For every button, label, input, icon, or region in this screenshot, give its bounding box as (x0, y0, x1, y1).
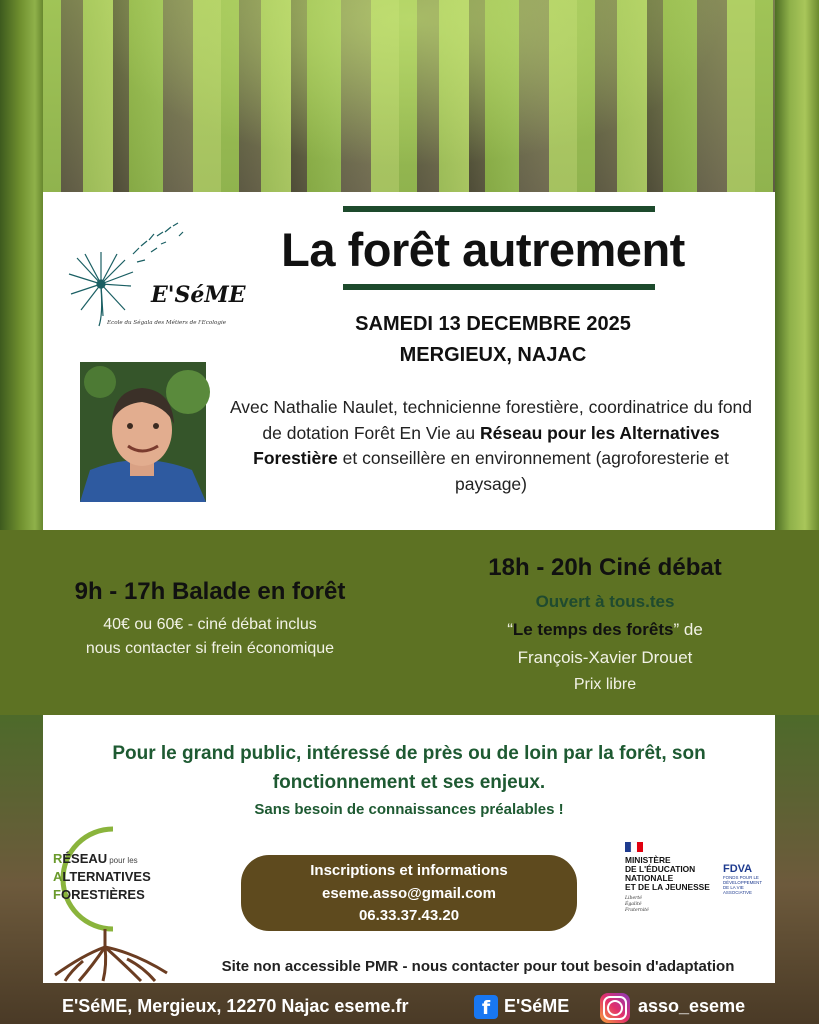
activity-film-title: 18h - 20h Ciné débat (488, 554, 722, 581)
contact-heading: Inscriptions et informations (310, 862, 508, 879)
svg-text:FDVA: FDVA (723, 863, 753, 875)
accessibility-note: Site non accessible PMR - nous contacter pour tout besoin d'adaptation (221, 958, 735, 975)
event-date: SAMEDI 13 DECEMBRE 2025 (355, 313, 631, 335)
activity-film-price: Prix libre (573, 676, 637, 693)
eseme-logo (61, 214, 246, 332)
instagram-icon[interactable] (600, 993, 630, 1023)
ministry-logo (623, 840, 773, 920)
roots-icon (55, 929, 167, 981)
title-rule-top (343, 206, 655, 212)
audience-line-3: Sans besoin de connaissances préalables ! (254, 801, 564, 818)
contact-email[interactable]: eseme.asso@gmail.com (322, 884, 496, 902)
contact-box (241, 855, 577, 931)
footer-instagram[interactable]: asso_eseme (638, 996, 746, 1016)
svg-text:DE LA VIE: DE LA VIE (723, 885, 744, 890)
svg-text:ET DE LA JEUNESSE: ET DE LA JEUNESSE (625, 882, 710, 892)
footer (0, 990, 819, 1024)
svg-text:Fraternité: Fraternité (625, 908, 649, 913)
svg-text:ASSOCIATIVE: ASSOCIATIVE (723, 890, 752, 895)
svg-text:Égalité: Égalité (625, 902, 642, 907)
activity-film-open: Ouvert à tous.tes (535, 592, 675, 611)
audience-line-2: fonctionnement et ses enjeux. (272, 772, 546, 793)
forest-photo-top (43, 0, 775, 192)
speaker-photo (80, 362, 206, 502)
footer-facebook[interactable]: E'SéME (504, 996, 570, 1016)
rafo-logo (43, 825, 183, 983)
info-panel (43, 715, 775, 983)
speaker-intro: Avec Nathalie Naulet, technicienne forestière, coordinatrice du fond de dotation Forêt En Vie au Réseau pour les Alternatives Forestière et conseillère en environnement (agroforesterie et paysage) (229, 397, 753, 494)
svg-text:ALTERNATIVES: ALTERNATIVES (53, 869, 151, 884)
facebook-icon[interactable]: f (474, 995, 498, 1019)
svg-text:FORESTIÈRES: FORESTIÈRES (53, 887, 145, 902)
svg-text:FONDS POUR LE: FONDS POUR LE (723, 875, 759, 880)
page-title: La forêt autrement (281, 223, 685, 276)
svg-text:DÉVELOPPEMENT: DÉVELOPPEMENT (723, 880, 763, 885)
svg-text:NATIONALE: NATIONALE (625, 873, 674, 883)
contact-phone[interactable]: 06.33.37.43.20 (358, 907, 460, 924)
svg-text:E'SéME: E'SéME (151, 282, 246, 308)
svg-text:DE L'ÉDUCATION: DE L'ÉDUCATION (625, 864, 696, 874)
activity-walk-title: 9h - 17h Balade en forêt (74, 578, 346, 605)
program-band (0, 530, 819, 715)
svg-text:Liberté: Liberté (625, 896, 642, 901)
header-panel (43, 192, 775, 530)
dandelion-icon (69, 223, 183, 326)
title-rule-bottom (343, 284, 655, 290)
activity-film-author: François-Xavier Drouet (517, 648, 693, 667)
activity-walk-note: nous contacter si frein économique (85, 640, 335, 657)
svg-text:MINISTÈRE: MINISTÈRE (625, 855, 671, 865)
audience-line-1: Pour le grand public, intéressé de près ou de loin par la forêt, son (112, 743, 706, 764)
footer-address[interactable]: E'SéME, Mergieux, 12270 Najac eseme.fr (62, 996, 409, 1016)
activity-film-name: “Le temps des forêts” de (507, 620, 703, 639)
svg-text:RÉSEAUpour les: RÉSEAU pour les (53, 851, 138, 866)
event-place: MERGIEUX, NAJAC (399, 344, 587, 366)
activity-walk-price: 40€ ou 60€ - ciné débat inclus (103, 616, 317, 633)
svg-text:Ecole du Ségala des Métiers de: Ecole du Ségala des Métiers de l'Ecologie (107, 320, 227, 326)
